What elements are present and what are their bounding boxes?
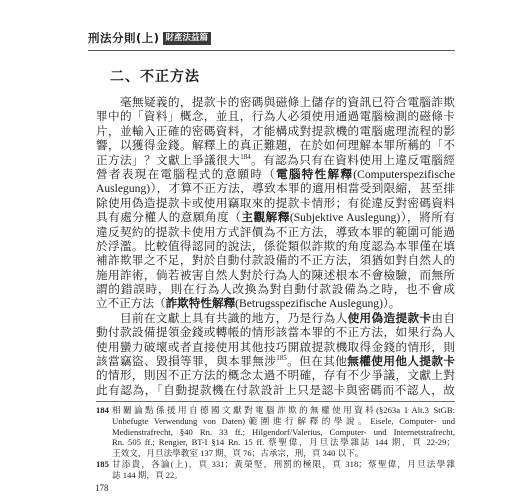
text-run: (Subjektive Auslegung)），將所有 (289, 211, 455, 225)
page-number: 178 (95, 483, 109, 493)
text-line (96, 168, 455, 182)
text-run: 立不正方法（ (96, 297, 166, 311)
emphasized-term: 無權使用他人提款卡 (347, 355, 455, 369)
header-rule (88, 50, 455, 51)
footnote-separator (96, 401, 455, 402)
text-run: 施用詐術，倘若被害自然人對於行為人的陳述根本不會檢驗，而無所 (96, 268, 455, 282)
footnote-reference: 185 (276, 355, 287, 363)
text-run: 。但在其他 (286, 355, 348, 369)
text-line (96, 139, 455, 153)
text-line (96, 326, 455, 340)
text-run: 目前在文獻上具有共識的地方，乃是行為人 (120, 311, 348, 325)
text-line (96, 369, 455, 383)
text-line (96, 125, 455, 139)
text-run: 該當竊盜、毀損等罪，與本罪無涉 (96, 355, 277, 369)
text-line (96, 297, 455, 311)
text-run: 毫無疑義的，提款卡的密碼與磁條上儲存的資訊已符合電腦詐欺 (120, 96, 455, 109)
text-line (96, 341, 455, 355)
running-head (88, 31, 211, 46)
text-line (112, 437, 455, 448)
text-line (96, 182, 455, 196)
text-run: 正方法」？文獻上爭議很大 (96, 153, 241, 167)
text-run: 營者表現在電腦程式的意願時（ (96, 167, 277, 181)
text-line (96, 211, 455, 225)
footnote-reference: 184 (240, 153, 251, 161)
section-heading: 二、不正方法 (110, 70, 200, 85)
text-run: 誌 144 期，頁 22。 (112, 469, 183, 480)
text-line (96, 269, 455, 283)
text-line (96, 197, 455, 211)
text-run: 於浮濫。比較值得認同的說法，係從類似詐欺的角度認為本罪僅在填 (96, 239, 455, 253)
text-line (96, 254, 455, 268)
text-run: 此有認為，「自動提款機在付款設計上只是認卡與密碼而不認人，故 (96, 383, 455, 397)
emphasized-term: 電腦特性解釋 (276, 167, 354, 181)
paragraph (96, 312, 455, 398)
text-run: 謂的錯誤時，則在行為人改換為對自動付款設備為之時，也不會成 (96, 283, 455, 297)
text-run: 具有處分權人的意願角度（ (96, 211, 242, 225)
text-run: 除使用偽造提款卡或使用竊取來的提款卡情形；有從違反對密碼資料 (96, 196, 455, 210)
text-run: (Betrugsspezifische Auslegung)）。 (235, 297, 401, 311)
text-line (112, 405, 455, 416)
text-run: 。有認為只有在資料使用上違反電腦經 (250, 153, 455, 167)
text-run: 由自 (431, 311, 455, 325)
footnotes (96, 405, 455, 481)
paragraph (96, 96, 455, 312)
text-run: Medienstrafrecht, §40 Rn. 33 ff.; Hilgendorf/Valerius, Computer- und Internetstrafrecht, (112, 426, 455, 437)
emphasized-term: 主觀解釋 (241, 211, 290, 225)
text-run: Rn. 505 ff.; Rengier, BT-I §14 Rn. 15 ff. 蔡聖偉，月旦法學雜誌 144 期，頁 22-29； (112, 437, 455, 448)
text-run: Unbefugte Verwendung von Daten)範圍進行解釋的學說。Eisele, Computer- und (112, 415, 455, 426)
emphasized-term: 使用偽造提款卡 (347, 311, 432, 325)
text-line (96, 96, 455, 110)
footnote-number: 184 (96, 405, 109, 415)
text-run: Auslegung)），才算不正方法，導致本罪的適用相當受到限縮，甚至排 (96, 182, 455, 196)
text-line (96, 355, 455, 369)
text-run: 響，以獲得金錢。解釋上的真正難題，在於如何理解本罪所稱的「不 (96, 139, 455, 153)
text-line (112, 427, 455, 438)
text-run: 使用蠻力破壞或者直接使用其他技巧開啟提款機取得金錢的情形，則 (96, 340, 455, 354)
footnote (96, 459, 455, 481)
text-run: 王效文，月旦法學教室 137 期，頁 76；古承宗，刑，頁 340 以下。 (112, 448, 364, 459)
text-line (112, 459, 455, 470)
text-run: 片，並輸入正確的密碼資料，才能構成對提款機的電腦處理流程的影 (96, 124, 455, 138)
body-text (96, 96, 455, 398)
text-run: 補詐欺罪之不足，對於自動付款設備的不正方法，須猶如對自然人的 (96, 254, 455, 268)
volume-badge: 財產法益篇 (163, 32, 212, 45)
text-run: 動付款設備提領金錢或轉帳的情形該當本罪的不正方法，如果行為人 (96, 326, 455, 340)
text-line (96, 226, 455, 240)
text-run: 罪中的「資料」概念，並且，行為人必須使用通過電腦檢測的磁條卡 (96, 110, 455, 124)
text-run: 的情形，則因不正方法的概念太過不明確，存有不少爭議，文獻上對 (96, 369, 455, 383)
text-run: 違反契約的提款卡使用方式評價為不正方法，導致本罪的範圍可能過 (96, 225, 455, 239)
text-run: 甘添貴，各論(上)，頁 331；黃榮堅，刑罰的極限，頁 318；蔡聖偉，月旦法學雜 (112, 458, 455, 469)
text-line (96, 110, 455, 124)
emphasized-term: 詐欺特性解釋 (165, 297, 236, 311)
footnote-number: 185 (96, 458, 109, 469)
book-title: 刑法分則(上) (88, 31, 160, 45)
text-line (96, 154, 455, 168)
text-line (96, 312, 455, 326)
text-line (96, 240, 455, 254)
text-line (112, 470, 455, 481)
text-line (112, 448, 455, 459)
text-line (112, 416, 455, 427)
text-line (96, 283, 455, 297)
text-run: 相關論點係援用自德國文獻對電腦詐欺的無權使用資料(§263a I Alt.3 StGB: (112, 405, 455, 415)
text-line (96, 384, 455, 398)
text-run: (Computerspezifische (353, 167, 455, 181)
footnote (96, 405, 455, 459)
